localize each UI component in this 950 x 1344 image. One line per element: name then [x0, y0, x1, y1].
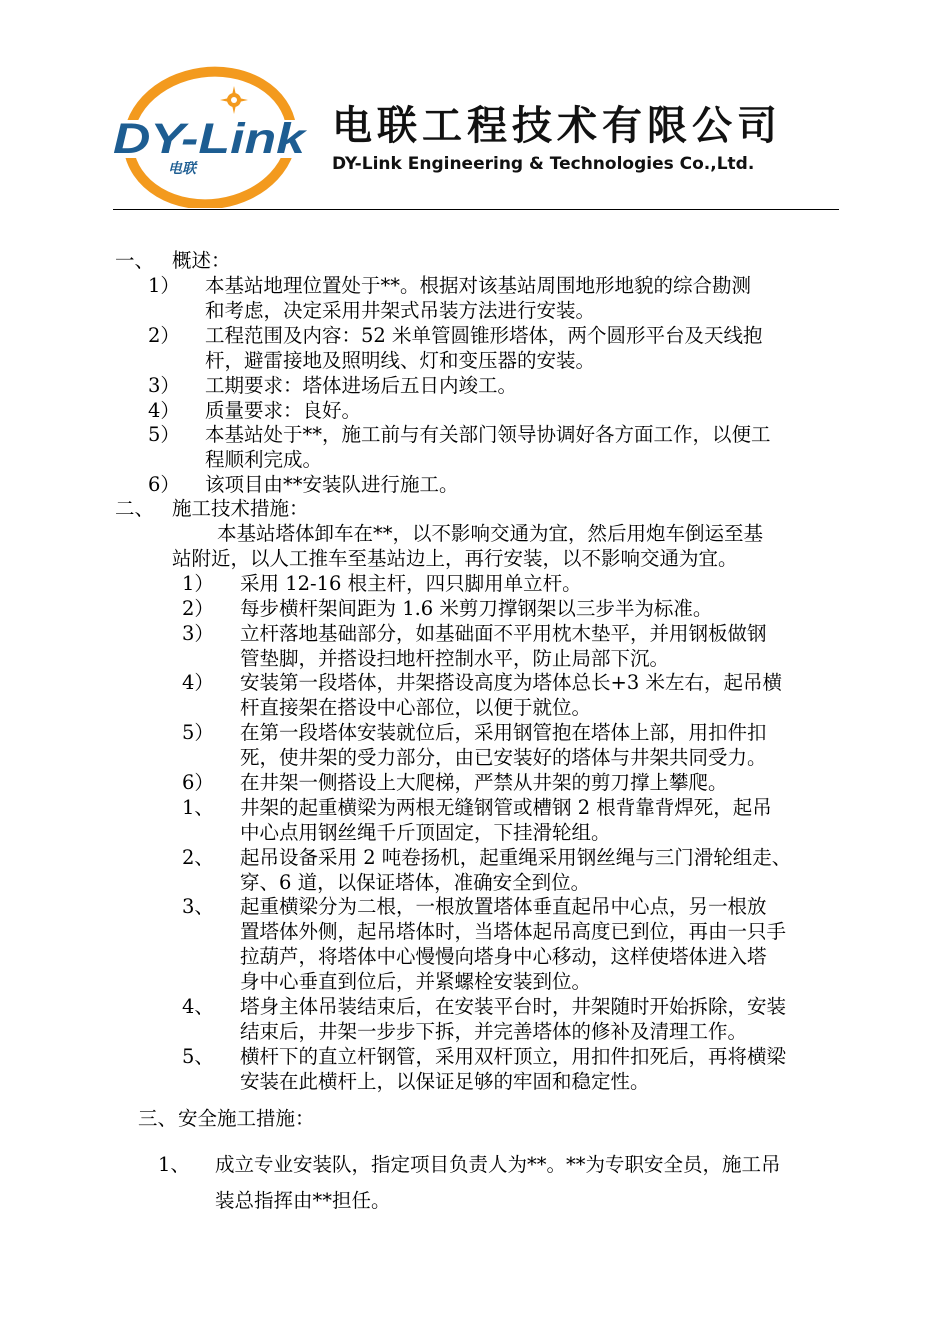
item-text: 死，使井架的受力部分，由已安装好的塔体与井架共同受力。: [240, 746, 767, 769]
item-text: 质量要求：良好。: [205, 399, 362, 422]
item-text: 安装在此横杆上，以保证足够的牢固和稳定性。: [240, 1070, 650, 1093]
item-text: 身中心垂直到位后，并紧螺栓安装到位。: [240, 970, 592, 993]
item-text: 中心点用钢丝绳千斤顶固定，下挂滑轮组。: [240, 821, 611, 844]
item-marker: 1）: [148, 274, 180, 297]
section-title: 安全施工措施：: [178, 1107, 315, 1130]
item-marker: 2）: [182, 597, 214, 620]
item-text: 和考虑，决定采用井架式吊装方法进行安装。: [205, 299, 596, 322]
item-text: 起重横梁分为二根，一根放置塔体垂直起吊中心点，另一根放: [240, 895, 767, 918]
item-text: 立杆落地基础部分，如基础面不平用枕木垫平，并用钢板做钢: [240, 622, 767, 645]
item-text: 本基站地理位置处于**。根据对该基站周围地形地貌的综合勘测: [205, 274, 752, 297]
item-text: 本基站处于**，施工前与有关部门领导协调好各方面工作，以便工: [205, 423, 771, 446]
item-marker: 3、: [182, 895, 214, 918]
item-marker: 2、: [182, 846, 214, 869]
item-text: 结束后，井架一步步下拆，并完善塔体的修补及清理工作。: [240, 1020, 748, 1043]
section-title: 概述：: [172, 249, 231, 272]
item-text: 采用 12-16 根主杆，四只脚用单立杆。: [240, 572, 582, 595]
item-text: 杆直接架在搭设中心部位，以便于就位。: [240, 696, 592, 719]
item-marker: 6）: [182, 771, 214, 794]
item-text: 井架的起重横梁为两根无缝钢管或槽钢 2 根背靠背焊死，起吊: [240, 796, 772, 819]
item-marker: 5）: [148, 423, 180, 446]
item-text: 工期要求：塔体进场后五日内竣工。: [205, 374, 518, 397]
item-text: 杆，避雷接地及照明线、灯和变压器的安装。: [205, 349, 596, 372]
section-marker: 三、: [138, 1107, 178, 1130]
item-text: 该项目由**安装队进行施工。: [205, 473, 459, 496]
item-marker: 1、: [158, 1153, 190, 1176]
section-marker: 一、: [115, 249, 155, 272]
intro-text: 站附近，以人工推车至基站边上，再行安装，以不影响交通为宜。: [172, 547, 738, 570]
item-text: 成立专业安装队，指定项目负责人为**。**为专职安全员，施工吊: [215, 1153, 781, 1176]
item-marker: 2）: [148, 324, 180, 347]
item-text: 每步横杆架间距为 1.6 米剪刀撑钢架以三步半为标准。: [240, 597, 713, 620]
item-text: 在井架一侧搭设上大爬梯，严禁从井架的剪刀撑上攀爬。: [240, 771, 728, 794]
section-title: 施工技术措施：: [172, 497, 309, 520]
item-text: 起吊设备采用 2 吨卷扬机，起重绳采用钢丝绳与三门滑轮组走、: [240, 846, 792, 869]
item-marker: 5、: [182, 1045, 214, 1068]
item-text: 穿、6 道，以保证塔体，准确安全到位。: [240, 871, 591, 894]
item-text: 拉葫芦，将塔体中心慢慢向塔身中心移动，这样使塔体进入塔: [240, 945, 767, 968]
item-marker: 4、: [182, 995, 214, 1018]
header-divider: [113, 209, 839, 210]
item-text: 管垫脚，并搭设扫地杆控制水平，防止局部下沉。: [240, 647, 670, 670]
item-marker: 6）: [148, 473, 180, 496]
item-text: 在第一段塔体安装就位后，采用钢管抱在塔体上部，用扣件扣: [240, 721, 767, 744]
item-marker: 3）: [182, 622, 214, 645]
item-marker: 3）: [148, 374, 180, 397]
logo-text: DY-Link: [113, 115, 308, 163]
intro-text: 本基站塔体卸车在**，以不影响交通为宜，然后用炮车倒运至基: [217, 522, 764, 545]
item-marker: 4）: [148, 399, 180, 422]
section-marker: 二、: [115, 497, 155, 520]
item-marker: 1）: [182, 572, 214, 595]
item-marker: 5）: [182, 721, 214, 744]
item-text: 工程范围及内容：52 米单管圆锥形塔体，两个圆形平台及天线抱: [205, 324, 763, 347]
item-marker: 1、: [182, 796, 214, 819]
dy-link-logo: [110, 62, 310, 208]
item-text: 横杆下的直立杆钢管，采用双杆顶立，用扣件扣死后，再将横梁: [240, 1045, 787, 1068]
logo-subtext: 电联: [168, 161, 196, 177]
item-text: 塔身主体吊装结束后，在安装平台时，井架随时开始拆除，安装: [240, 995, 787, 1018]
item-text: 安装第一段塔体，井架搭设高度为塔体总长+3 米左右，起吊横: [240, 671, 782, 694]
document-header: [110, 62, 840, 212]
star-icon: [220, 86, 248, 114]
company-name-cn: 电联工程技术有限公司: [332, 103, 782, 149]
company-name-en: DY-Link Engineering & Technologies Co.,Ltd.: [332, 154, 755, 174]
item-text: 程顺利完成。: [205, 448, 323, 471]
item-marker: 4）: [182, 671, 214, 694]
item-text: 置塔体外侧，起吊塔体时，当塔体起吊高度已到位，再由一只手: [240, 920, 787, 943]
item-text: 装总指挥由**担任。: [215, 1189, 391, 1212]
